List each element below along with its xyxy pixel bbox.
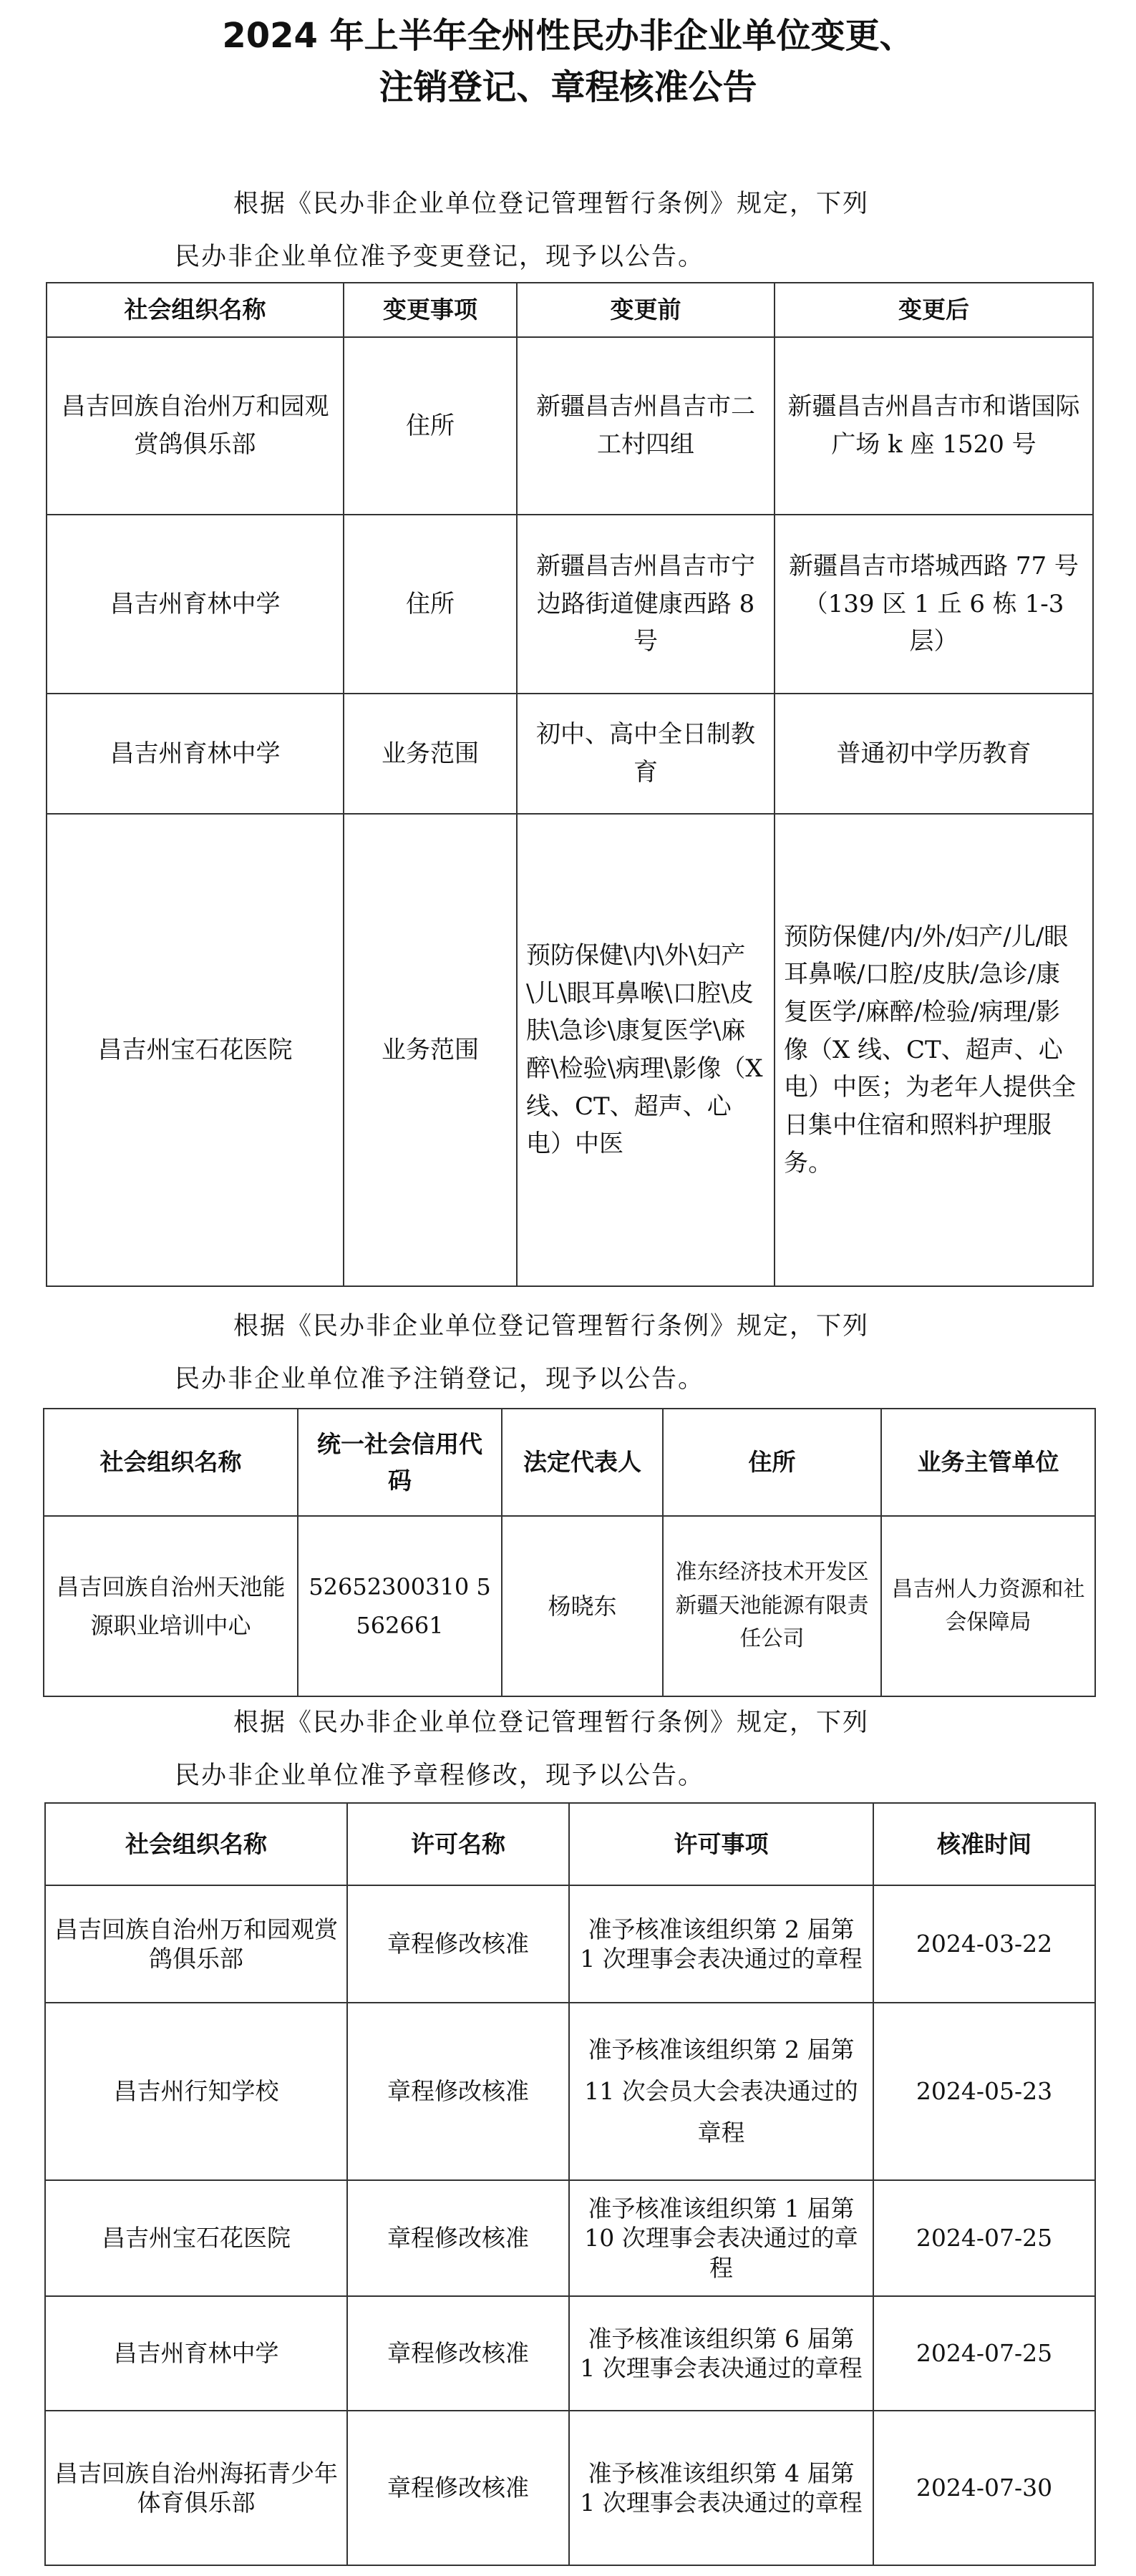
before-cell: 新疆昌吉州昌吉市宁边路街道健康西路 8 号 <box>517 515 775 694</box>
cancel-intro-line1: 根据《民办非企业单位登记管理暂行条例》规定，下列 <box>233 1312 870 1341</box>
table-header-row <box>44 1409 1095 1516</box>
charter-approval-table <box>44 1802 1096 2566</box>
announcement-title-line1: 2024 年上半年全州性民办非企业单位变更、 <box>222 16 914 56</box>
approval-date-cell: 2024-05-23 <box>873 2003 1095 2180</box>
header-address: 住所 <box>663 1409 881 1516</box>
permit-name-cell: 章程修改核准 <box>347 2003 569 2180</box>
org-name-cell: 昌吉州育林中学 <box>47 694 344 814</box>
org-name-cell: 昌吉州行知学校 <box>45 2003 347 2180</box>
table-row <box>47 814 1093 1286</box>
table-row <box>47 694 1093 814</box>
org-name-cell: 昌吉州育林中学 <box>45 2296 347 2411</box>
table-row <box>45 2296 1095 2411</box>
after-cell: 预防保健/内/外/妇产/儿/眼耳鼻喉/口腔/皮肤/急诊/康复医学/麻醉/检验/病理/影像（X 线、CT、超声、心电）中医；为老年人提供全日集中住宿和照料护理服务。 <box>775 814 1093 1286</box>
rules-intro-line1: 根据《民办非企业单位登记管理暂行条例》规定，下列 <box>233 1709 870 1737</box>
change-intro-line1: 根据《民办非企业单位登记管理暂行条例》规定，下列 <box>233 190 870 218</box>
cancellation-registration-table <box>43 1408 1096 1697</box>
after-cell: 新疆昌吉市塔城西路 77 号（139 区 1 丘 6 栋 1-3 层） <box>775 515 1093 694</box>
permit-name-cell: 章程修改核准 <box>347 1885 569 2003</box>
header-legal-rep: 法定代表人 <box>502 1409 663 1516</box>
credit-code-cell: 52652300310 5562661 <box>298 1516 502 1696</box>
header-org-name: 社会组织名称 <box>45 1803 347 1885</box>
permit-matter-cell: 准予核准该组织第 1 届第 10 次理事会表决通过的章程 <box>569 2180 873 2296</box>
change-registration-table <box>46 282 1094 1287</box>
after-cell: 普通初中学历教育 <box>775 694 1093 814</box>
table-row <box>45 2180 1095 2296</box>
change-intro-line2: 民办非企业单位准予变更登记，现予以公告。 <box>175 243 705 271</box>
header-before: 变更前 <box>517 283 775 337</box>
org-name-cell: 昌吉回族自治州万和园观赏鸽俱乐部 <box>45 1885 347 2003</box>
permit-matter-cell: 准予核准该组织第 4 届第 1 次理事会表决通过的章程 <box>569 2411 873 2565</box>
approval-date-cell: 2024-07-30 <box>873 2411 1095 2565</box>
org-name-cell: 昌吉州宝石花医院 <box>47 814 344 1286</box>
org-name-cell: 昌吉回族自治州天池能源职业培训中心 <box>44 1516 298 1696</box>
before-cell: 初中、高中全日制教育 <box>517 694 775 814</box>
supervisor-cell: 昌吉州人力资源和社会保障局 <box>881 1516 1095 1696</box>
permit-matter-cell: 准予核准该组织第 2 届第 1 次理事会表决通过的章程 <box>569 1885 873 2003</box>
approval-date-cell: 2024-07-25 <box>873 2180 1095 2296</box>
before-cell: 新疆昌吉州昌吉市二工村四组 <box>517 337 775 515</box>
permit-matter-cell: 准予核准该组织第 2 届第 11 次会员大会表决通过的章程 <box>569 2003 873 2180</box>
header-change-item: 变更事项 <box>344 283 517 337</box>
org-name-cell: 昌吉州宝石花医院 <box>45 2180 347 2296</box>
table-header-row <box>47 283 1093 337</box>
approval-date-cell: 2024-07-25 <box>873 2296 1095 2411</box>
cancel-intro-line2: 民办非企业单位准予注销登记，现予以公告。 <box>175 1365 705 1394</box>
after-cell: 新疆昌吉州昌吉市和谐国际广场 k 座 1520 号 <box>775 337 1093 515</box>
rules-intro-line2: 民办非企业单位准予章程修改，现予以公告。 <box>175 1761 705 1790</box>
org-name-cell: 昌吉州育林中学 <box>47 515 344 694</box>
change-item-cell: 住所 <box>344 337 517 515</box>
header-after: 变更后 <box>775 283 1093 337</box>
before-cell: 预防保健\内\外\妇产\儿\眼耳鼻喉\口腔\皮肤\急诊\康复医学\麻醉\检验\病理\影像（X 线、CT、超声、心电）中医 <box>517 814 775 1286</box>
table-row <box>44 1516 1095 1696</box>
header-org-name: 社会组织名称 <box>47 283 344 337</box>
header-credit-code: 统一社会信用代码 <box>298 1409 502 1516</box>
change-item-cell: 业务范围 <box>344 694 517 814</box>
org-name-cell: 昌吉回族自治州海拓青少年体育俱乐部 <box>45 2411 347 2565</box>
address-cell: 准东经济技术开发区新疆天池能源有限责任公司 <box>663 1516 881 1696</box>
table-row <box>47 337 1093 515</box>
header-permit-name: 许可名称 <box>347 1803 569 1885</box>
change-item-cell: 住所 <box>344 515 517 694</box>
permit-name-cell: 章程修改核准 <box>347 2180 569 2296</box>
table-row <box>45 2003 1095 2180</box>
change-item-cell: 业务范围 <box>344 814 517 1286</box>
permit-name-cell: 章程修改核准 <box>347 2411 569 2565</box>
table-row <box>45 2411 1095 2565</box>
table-header-row <box>45 1803 1095 1885</box>
header-org-name: 社会组织名称 <box>44 1409 298 1516</box>
permit-name-cell: 章程修改核准 <box>347 2296 569 2411</box>
table-row <box>45 1885 1095 2003</box>
header-approval-date: 核准时间 <box>873 1803 1095 1885</box>
header-permit-matter: 许可事项 <box>569 1803 873 1885</box>
approval-date-cell: 2024-03-22 <box>873 1885 1095 2003</box>
legal-rep-cell: 杨晓东 <box>502 1516 663 1696</box>
table-row <box>47 515 1093 694</box>
announcement-title-line2: 注销登记、章程核准公告 <box>379 67 757 107</box>
org-name-cell: 昌吉回族自治州万和园观赏鸽俱乐部 <box>47 337 344 515</box>
permit-matter-cell: 准予核准该组织第 6 届第 1 次理事会表决通过的章程 <box>569 2296 873 2411</box>
header-supervisor: 业务主管单位 <box>881 1409 1095 1516</box>
